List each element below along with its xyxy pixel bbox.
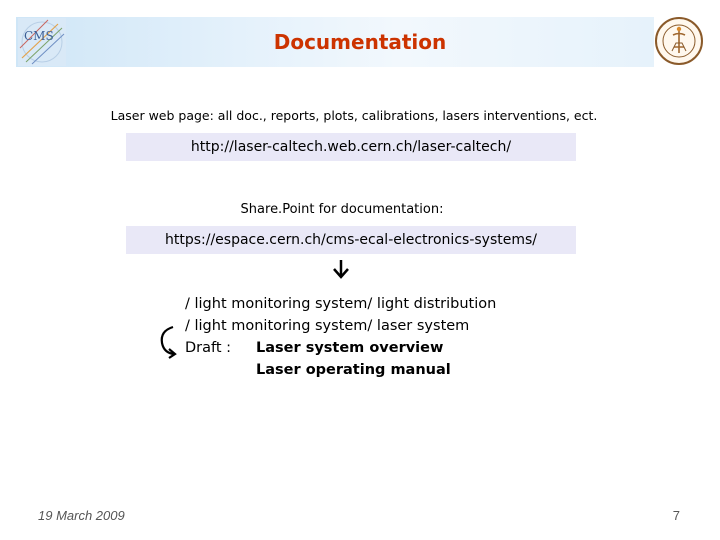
path-list	[185, 293, 496, 381]
draft-laser-system-overview[interactable]: Laser system overview	[256, 340, 444, 356]
footer-date: 19 March 2009	[38, 508, 125, 523]
laser-web-url[interactable]: http://laser-caltech.web.cern.ch/laser-caltech/	[190, 139, 512, 155]
laser-web-url-box[interactable]	[126, 133, 576, 161]
intro-text: Laser web page: all doc., reports, plots, calibrations, lasers interventions, ect.	[110, 108, 598, 123]
path-light-distribution[interactable]: / light monitoring system/ light distribution	[185, 296, 497, 312]
page-number: 7	[672, 508, 680, 523]
sharepoint-url-box[interactable]	[126, 226, 576, 254]
path-laser-system[interactable]: / light monitoring system/ laser system	[185, 318, 470, 334]
draft-laser-operating-manual[interactable]: Laser operating manual	[256, 362, 451, 378]
curved-arrow-icon	[156, 323, 180, 359]
draft-label: Draft :	[185, 340, 232, 356]
sharepoint-label: Share.Point for documentation:	[240, 202, 444, 217]
cms-logo-text: CMS	[24, 29, 54, 43]
down-arrow-icon	[332, 259, 350, 279]
page-title: Documentation	[273, 30, 447, 54]
draft-row	[185, 337, 496, 359]
sharepoint-url[interactable]: https://espace.cern.ch/cms-ecal-electronics-systems/	[164, 232, 537, 248]
